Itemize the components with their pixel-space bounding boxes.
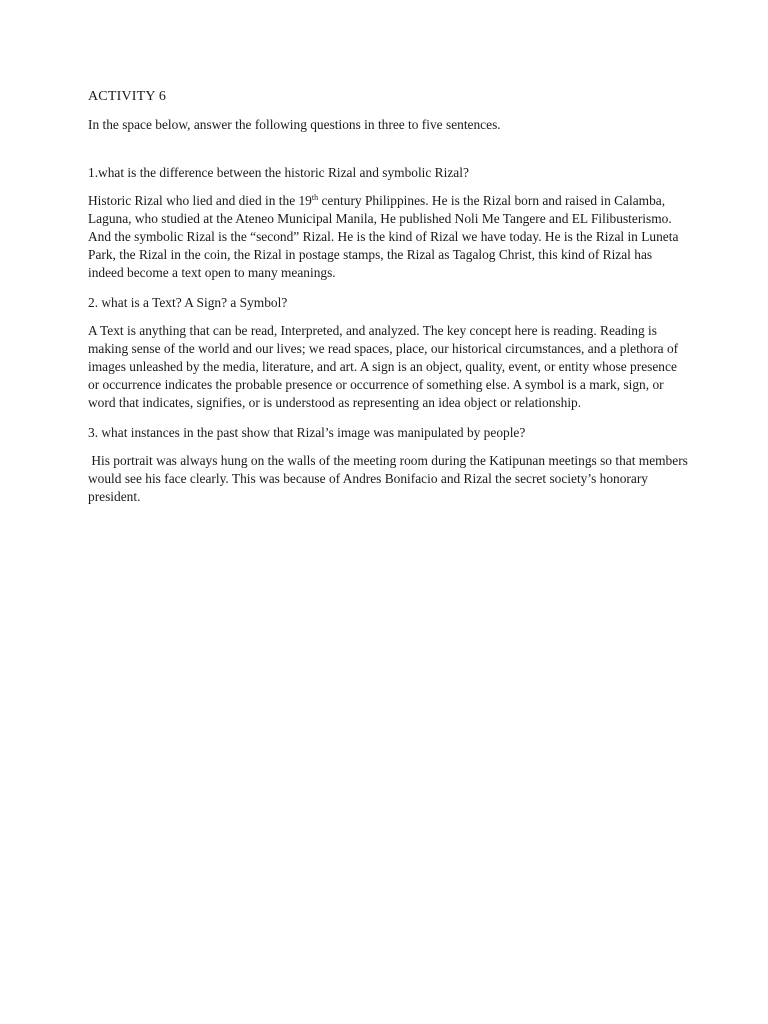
instructions-text: In the space below, answer the following questions in three to five sentences. [88,117,501,132]
document-page [88,88,692,518]
answer-1-part2: century Philippines. He is the Rizal born and raised in Calamba, Laguna, who studied at the Ateneo Municipal Manila, He published Noli Me Tangere and EL Filibusterismo. And the symbolic Rizal is the “second” Rizal. He is the kind of Rizal we have today. He is the Rizal in Luneta Park, the Rizal in the coin, the Rizal in postage stamps, the Rizal as Tagalog Christ, this kind of Rizal has indeed become a text open to many meanings. [88,193,679,280]
answer-1-superscript: th [311,193,319,202]
answer-3: His portrait was always hung on the walls of the meeting room during the Katipunan meetings so that members would see his face clearly. This was because of Andres Bonifacio and Rizal the secret society’s honorary president. [88,453,692,504]
answer-2: A Text is anything that can be read, Interpreted, and analyzed. The key concept here is reading. Reading is making sense of the world and our lives; we read spaces, place, our historical circumstances, and a plethora of images unleashed by the media, literature, and art. A sign is an object, quality, event, or entity whose presence or occurrence indicates the probable presence or occurrence of something else. A symbol is a mark, sign, or word that indicates, signifies, or is understood as representing an idea object or relationship. [88,323,679,410]
question-2: 2. what is a Text? A Sign? a Symbol? [88,295,288,310]
answer-1-part1: Historic Rizal who lied and died in the 19 [88,193,312,208]
answer-1 [88,192,688,282]
activity-title: ACTIVITY 6 [88,89,167,104]
question-3: 3. what instances in the past show that Rizal’s image was manipulated by people? [88,425,526,440]
question-1: 1.what is the difference between the historic Rizal and symbolic Rizal? [88,165,469,180]
